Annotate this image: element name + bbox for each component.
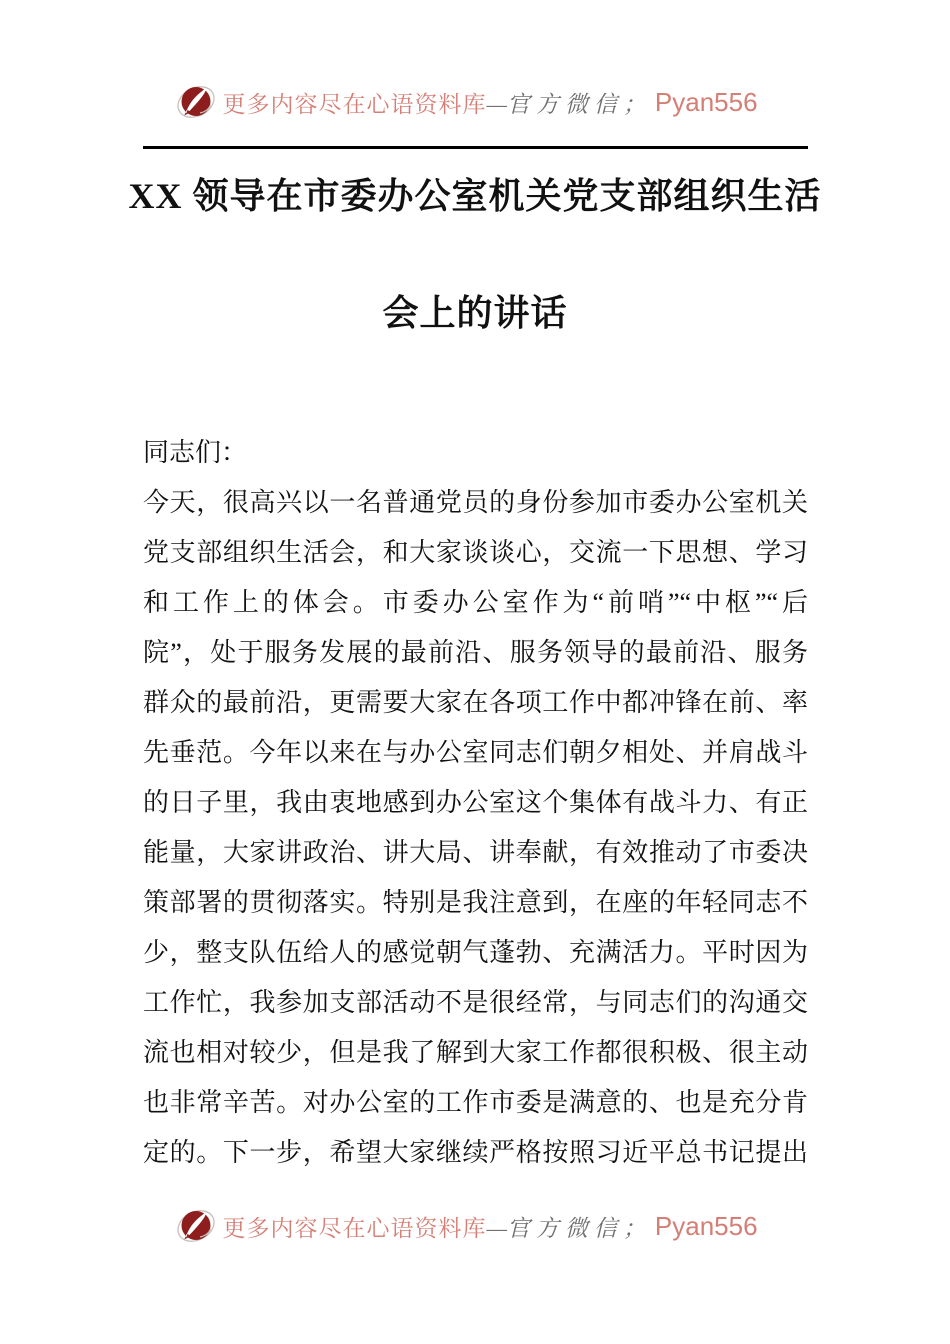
body-line: 少，整支队伍给人的感觉朝气蓬勃、充满活力。平时因为	[143, 938, 808, 967]
speech-body	[143, 428, 808, 1178]
salutation-line: 同志们：	[143, 438, 248, 467]
wechat-label-group	[486, 86, 651, 119]
body-line: 策部署的贯彻落实。特别是我注意到，在座的年轻同志不	[143, 888, 808, 917]
em-dash: —	[486, 1215, 507, 1241]
body-line: 也非常辛苦。对办公室的工作市委是满意的、也是充分肯	[143, 1088, 808, 1117]
wechat-label-group	[486, 1210, 651, 1243]
body-line: 的日子里，我由衷地感到办公室这个集体有战斗力、有正	[143, 788, 808, 817]
body-line: 和工作上的体会。市委办公室作为“前哨”“中枢”“后	[143, 588, 808, 617]
body-line: 党支部组织生活会，和大家谈谈心，交流一下思想、学习	[143, 538, 808, 567]
body-line: 工作忙，我参加支部活动不是很经常，与同志们的沟通交	[143, 988, 808, 1017]
document-title-line-1: XX 领导在市委办公室机关党支部组织生活	[128, 176, 822, 216]
em-dash: —	[486, 91, 507, 117]
document-title-line-2: 会上的讲话	[382, 293, 568, 333]
wechat-label: 官方微信；	[506, 1215, 652, 1241]
wechat-id: Pyan556	[654, 1210, 758, 1241]
wechat-label: 官方微信；	[506, 91, 652, 117]
brand-text: 更多内容尽在心语资料库	[222, 1215, 487, 1241]
body-line: 群众的最前沿，更需要大家在各项工作中都冲锋在前、率	[143, 688, 808, 717]
body-line: 定的。下一步，希望大家继续严格按照习近平总书记提出	[143, 1138, 808, 1167]
pen-logo-icon	[176, 82, 216, 122]
footer-brandbar	[0, 1206, 942, 1246]
body-line: 先垂范。今年以来在与办公室同志们朝夕相处、并肩战斗	[143, 738, 808, 767]
wechat-id: Pyan556	[654, 86, 758, 117]
body-line: 今天，很高兴以一名普通党员的身份参加市委办公室机关	[143, 488, 808, 517]
body-line: 院”，处于服务发展的最前沿、服务领导的最前沿、服务	[143, 638, 808, 667]
brand-text: 更多内容尽在心语资料库	[222, 91, 487, 117]
header-rule	[143, 146, 808, 149]
body-line: 能量，大家讲政治、讲大局、讲奉献，有效推动了市委决	[143, 838, 808, 867]
pen-logo-icon	[176, 1206, 216, 1246]
body-line: 流也相对较少，但是我了解到大家工作都很积极、很主动	[143, 1038, 808, 1067]
header-brandbar	[0, 82, 942, 122]
